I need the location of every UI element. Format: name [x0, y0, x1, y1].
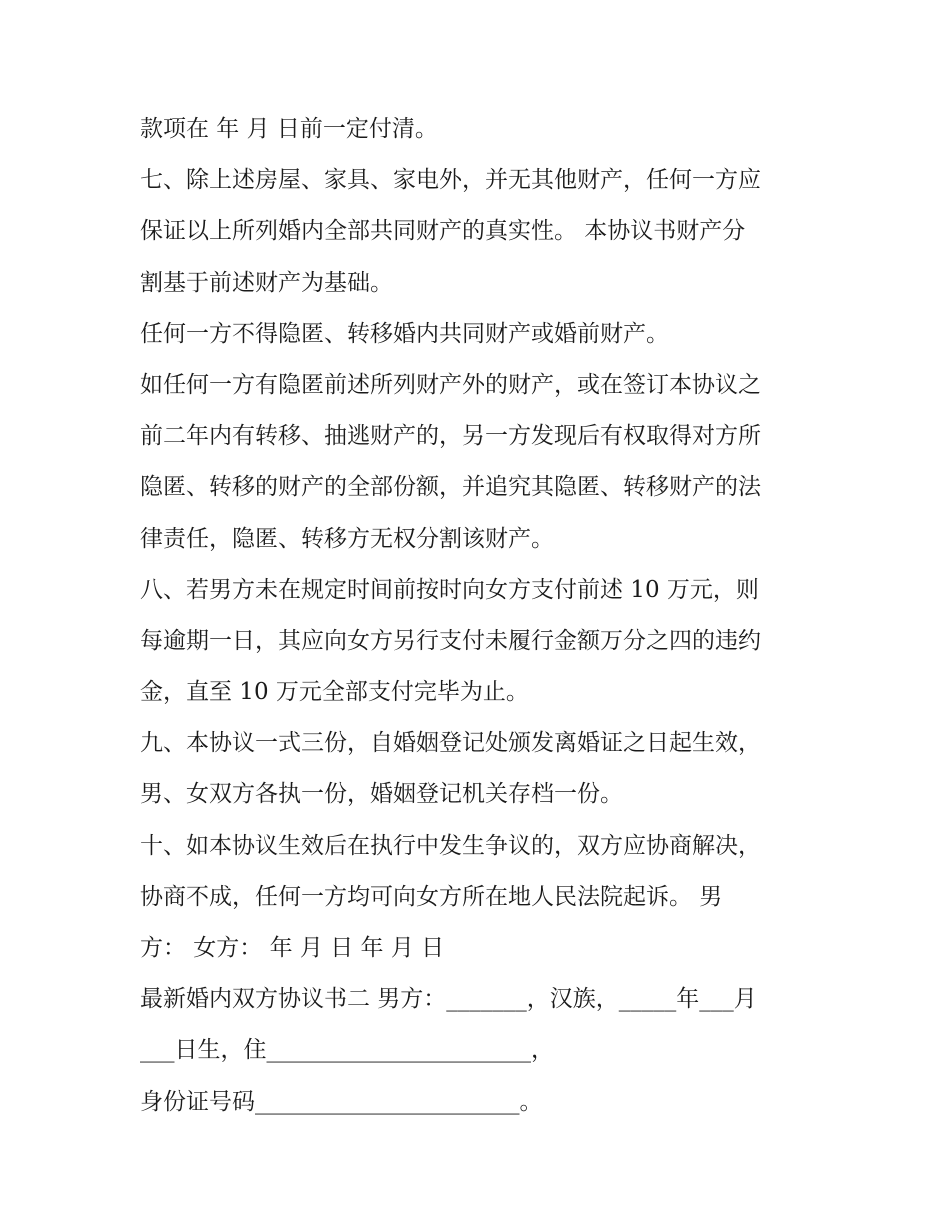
text-line: 隐匿、转移的财产的全部份额，并追究其隐匿、转移财产的法: [140, 474, 761, 501]
text-line: 十、如本协议生效后在执行中发生争议的，双方应协商解决，: [140, 832, 761, 859]
text-line: 保证以上所列婚内全部共同财产的真实性。 本协议书财产分: [140, 218, 746, 245]
text-line: ___日生，住_______________________，: [140, 1037, 554, 1064]
text-line: 割基于前述财产为基础。: [140, 269, 393, 296]
text-line: 每逾期一日，其应向女方另行支付未履行金额万分之四的违约: [140, 627, 761, 654]
text-line: 八、若男方未在规定时间前按时向女方支付前述 10 万元，则: [140, 576, 759, 603]
text-line: 身份证号码_______________________。: [140, 1088, 543, 1115]
text-line: 九、本协议一式三份，自婚姻登记处颁发离婚证之日起生效，: [140, 730, 761, 757]
text-line: 最新婚内双方协议书二 男方：_______，汉族，_____年___月: [140, 986, 757, 1013]
text-line: 男、女双方各执一份，婚姻登记机关存档一份。: [140, 781, 623, 808]
text-line: 任何一方不得隐匿、转移婚内共同财产或婚前财产。: [140, 320, 669, 347]
document-body: [140, 104, 830, 1128]
text-line: 七、除上述房屋、家具、家电外，并无其他财产，任何一方应: [140, 167, 761, 194]
text-line: 律责任，隐匿、转移方无权分割该财产。: [140, 525, 554, 552]
text-line: 金，直至 10 万元全部支付完毕为止。: [140, 679, 529, 706]
text-line: 款项在 年 月 日前一定付清。: [140, 116, 438, 142]
text-line: 如任何一方有隐匿前述所列财产外的财产，或在签订本协议之: [140, 371, 761, 398]
text-line: 前二年内有转移、抽逃财产的，另一方发现后有权取得对方所: [140, 423, 761, 450]
text-line: 方： 女方： 年 月 日 年 月 日: [140, 935, 445, 961]
text-line: 协商不成，任何一方均可向女方所在地人民法院起诉。 男: [140, 883, 723, 910]
